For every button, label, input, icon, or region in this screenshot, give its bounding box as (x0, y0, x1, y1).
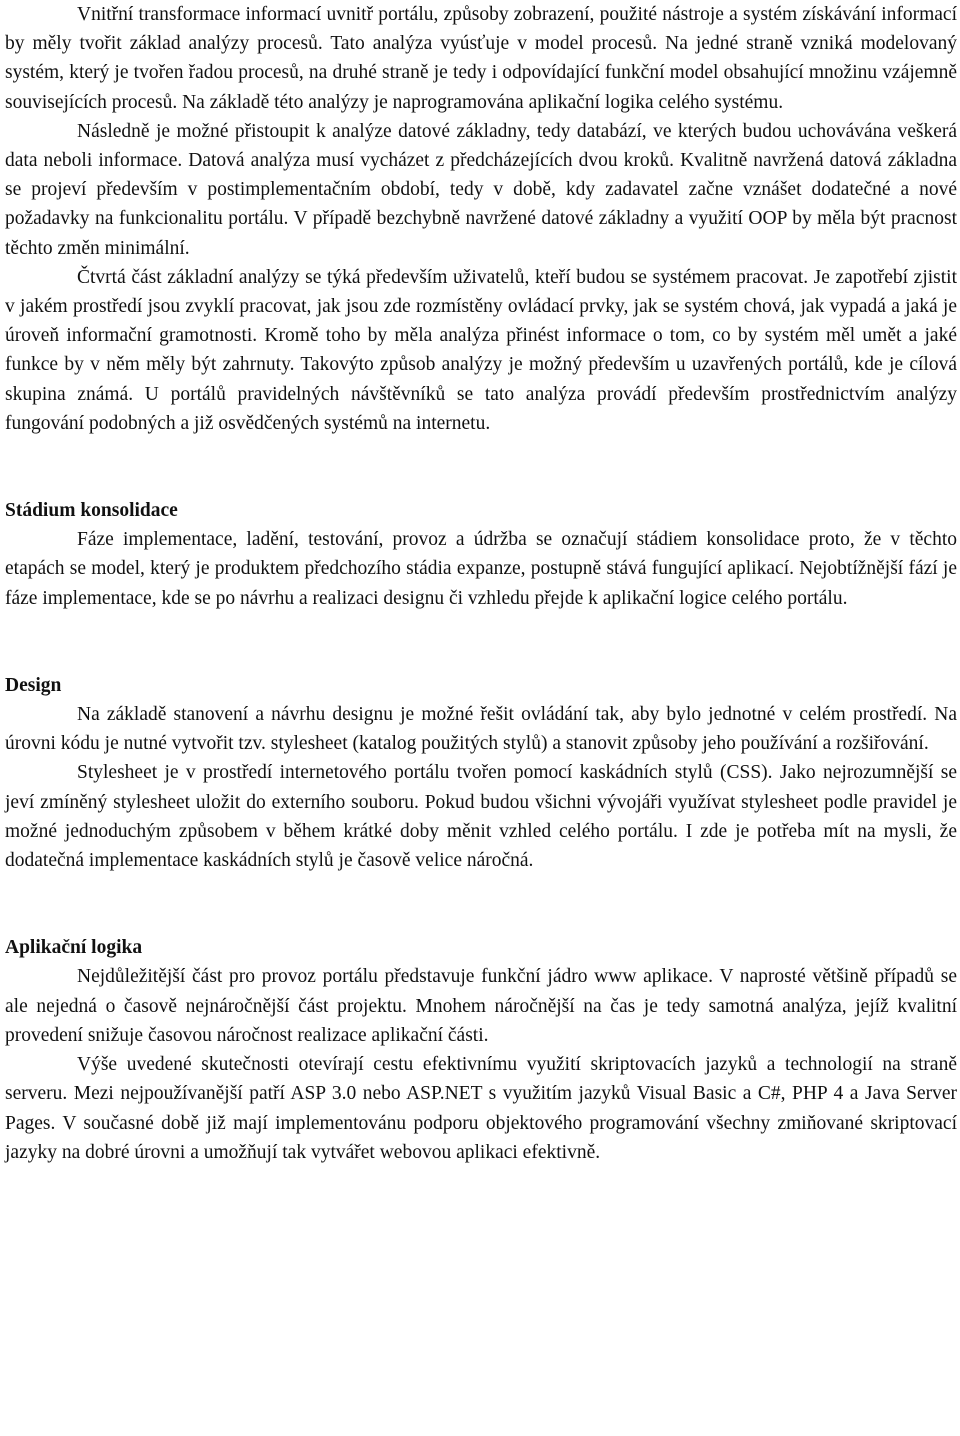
section-spacer (5, 875, 957, 933)
document-page (5, 0, 957, 1167)
section-spacer (5, 438, 957, 496)
paragraph-user-analysis: Čtvrtá část základní analýzy se týká především uživatelů, kteří budou se systémem pracovat. Je zapotřebí zjistit v jakém prostředí jsou zvyklí pracovat, jak jsou zde rozmístěny ovládací prvky, jak se systém chová, jak vypadá a jaká je úroveň informační gramotnosti. Kromě toho by měla analýza přinést informace o tom, co by systém měl umět a jaké funkce by v něm měly být zahrnuty. Takovýto způsob analýzy je možný především u uzavřených portálů, kde je cílová skupina známá. U portálů pravidelných návštěvníků se tato analýza provádí především prostřednictvím analýzy fungování podobných a již osvědčených systémů na internetu. (5, 266, 957, 434)
section-spacer (5, 613, 957, 671)
paragraph-logika-2: Výše uvedené skutečnosti otevírají cestu efektivnímu využití skriptovacích jazyků a technologií na straně serveru. Mezi nejpoužívanější patří ASP 3.0 nebo ASP.NET s využitím jazyků Visual Basic a C#, PHP 4 a Java Server Pages. V současné době již mají implementovánu podporu objektového programování všechny zmiňované skriptovací jazyky na dobré úrovni a umožňují tak vytvářet webovou aplikaci efektivně. (5, 1054, 957, 1163)
paragraph-design-2: Stylesheet je v prostředí internetového portálu tvořen pomocí kaskádních stylů (CSS). Jako nejrozumnější se jeví zmíněný stylesheet uložit do externího souboru. Pokud budou všichni vývojáři využívat stylesheet podle pravidel je možné jednoduchým způsobem v během krátké doby měnit vzhled celého portálu. I zde je potřeba mít na mysli, že dodatečná implementace kaskádních stylů je časově velice náročná. (5, 762, 957, 872)
heading-design: Design (5, 674, 62, 696)
paragraph-data-analysis: Následně je možné přistoupit k analýze datové základny, tedy databází, ve kterých budou uchovávána veškerá data neboli informace. Datová analýza musí vycházet z předcházejících dvou kroků. Kvalitně navržená datová základna se projeví především v postimplementačním období, tedy v době, kdy zadavatel začne vznášet dodatečné a nové požadavky na funkcionalitu portálu. V případě bezchybně navržené datové základny a využití OOP by měla být pracnost těchto změn minimální. (5, 120, 957, 259)
heading-aplikacni-logika: Aplikační logika (5, 937, 143, 959)
heading-konsolidace: Stádium konsolidace (5, 500, 178, 522)
paragraph-logika-1: Nejdůležitější část pro provoz portálu představuje funkční jádro www aplikace. V naprosté většině případů se ale nejedná o časově nejnáročnější část projektu. Mnohem náročnější na čas je tedy samotná analýza, jejíž kvalitní provedení snižuje časovou náročnost realizace aplikační části. (5, 966, 957, 1046)
paragraph-konsolidace: Fáze implementace, ladění, testování, provoz a údržba se označují stádiem konsolidace proto, že v těchto etapách se model, který je produktem předchozího stádia expanze, postupně stává fungující aplikací. Nejobtížnější fází je fáze implementace, kde se po návrhu a realizaci designu či vzhledu přejde k aplikační logice celého portálu. (5, 529, 957, 609)
paragraph-process-analysis: Vnitřní transformace informací uvnitř portálu, způsoby zobrazení, použité nástroje a systém získávání informací by měly tvořit základ analýzy procesů. Tato analýza vyúsťuje v model procesů. Na jedné straně vzniká modelovaný systém, který je tvořen řadou procesů, na druhé straně je tedy i odpovídající funkční model obsahující množinu vzájemně souvisejících procesů. Na základě této analýzy je naprogramována aplikační logika celého systému. (5, 4, 957, 113)
paragraph-design-1: Na základě stanovení a návrhu designu je možné řešit ovládání tak, aby bylo jednotné v celém prostředí. Na úrovni kódu je nutné vytvořit tzv. stylesheet (katalog použitých stylů) a stanovit způsoby jeho používání a rozšiřování. (5, 704, 957, 755)
